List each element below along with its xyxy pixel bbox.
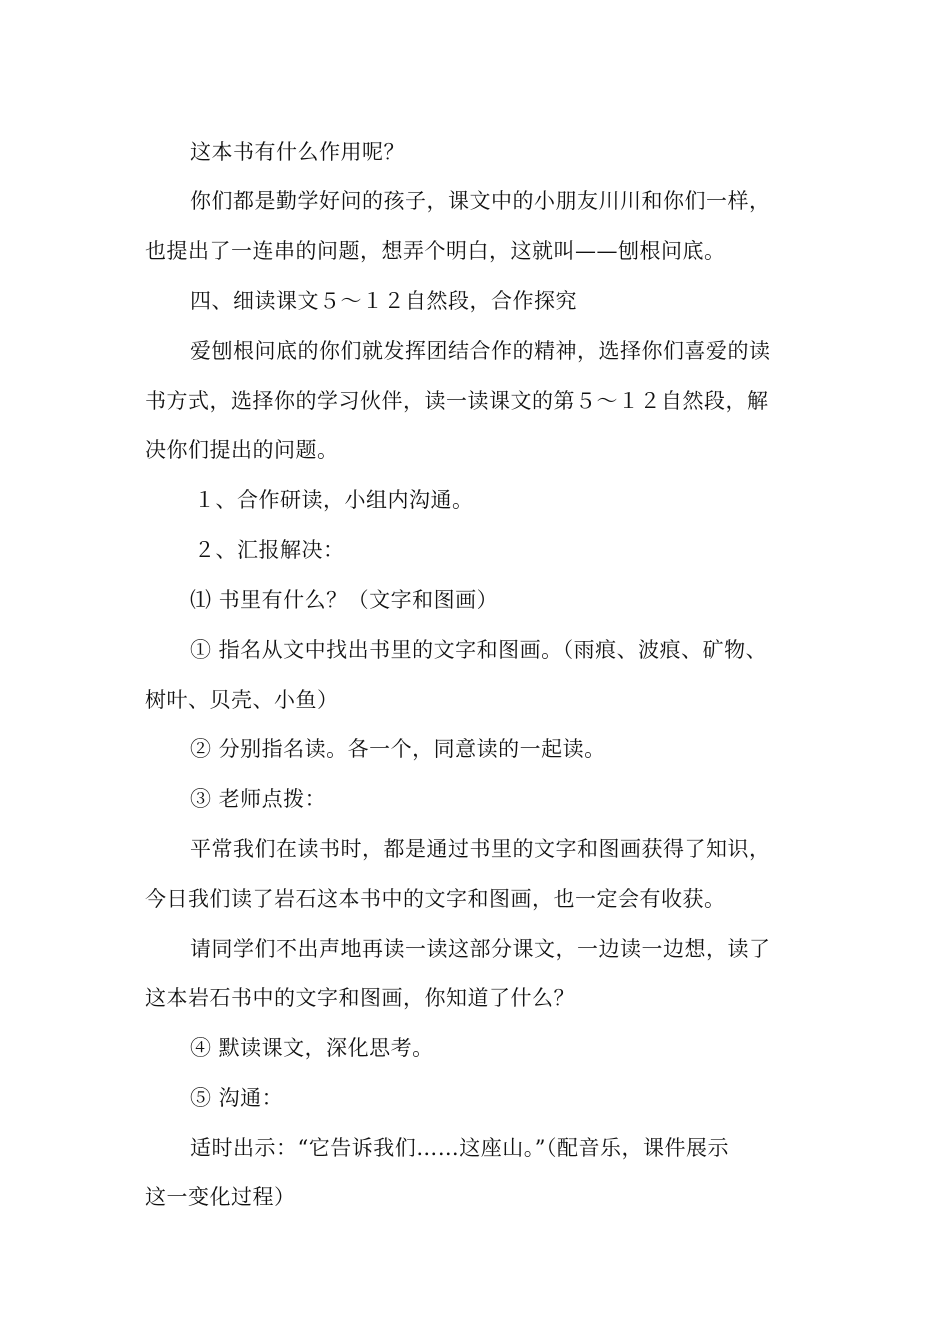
section-heading: 四、细读课文５～１２自然段，合作探究 — [190, 289, 577, 313]
list-item: ④ 默读课文，深化思考。 — [190, 1036, 434, 1060]
text-line: 你们都是勤学好问的孩子，课文中的小朋友川川和你们一样， — [190, 189, 771, 213]
text-line: 也提出了一连串的问题，想弄个明白，这就叫——刨根问底。 — [145, 239, 726, 263]
list-item: １、合作研读，小组内沟通。 — [194, 488, 474, 512]
text-line: 这本书有什么作用呢？ — [190, 140, 405, 164]
list-item: ② 分别指名读。各一个，同意读的一起读。 — [190, 737, 606, 761]
text-line: 请同学们不出声地再读一读这部分课文，一边读一边想，读了 — [190, 937, 771, 961]
list-item: ⑤ 沟通： — [190, 1086, 284, 1110]
text-line: 书方式，选择你的学习伙伴，读一读课文的第５～１２自然段，解 — [145, 389, 769, 413]
text-line: 今日我们读了岩石这本书中的文字和图画，也一定会有收获。 — [145, 887, 726, 911]
text-line: 决你们提出的问题。 — [145, 438, 339, 462]
list-item: ２、汇报解决： — [194, 538, 345, 562]
text-line: 适时出示：“它告诉我们……这座山。”（配音乐，课件展示 — [190, 1136, 729, 1160]
text-line: 爱刨根问底的你们就发挥团结合作的精神，选择你们喜爱的读 — [190, 339, 771, 363]
list-item: ① 指名从文中找出书里的文字和图画。（雨痕、波痕、矿物、 — [190, 638, 768, 662]
text-line: 树叶、贝壳、小鱼） — [145, 688, 339, 712]
list-item: ③ 老师点拨： — [190, 787, 327, 811]
text-line: 这本岩石书中的文字和图画，你知道了什么？ — [145, 986, 575, 1010]
text-line: 这一变化过程） — [145, 1185, 296, 1209]
text-line: 平常我们在读书时，都是通过书里的文字和图画获得了知识， — [190, 837, 771, 861]
list-item: ⑴ 书里有什么？（文字和图画） — [190, 588, 499, 612]
